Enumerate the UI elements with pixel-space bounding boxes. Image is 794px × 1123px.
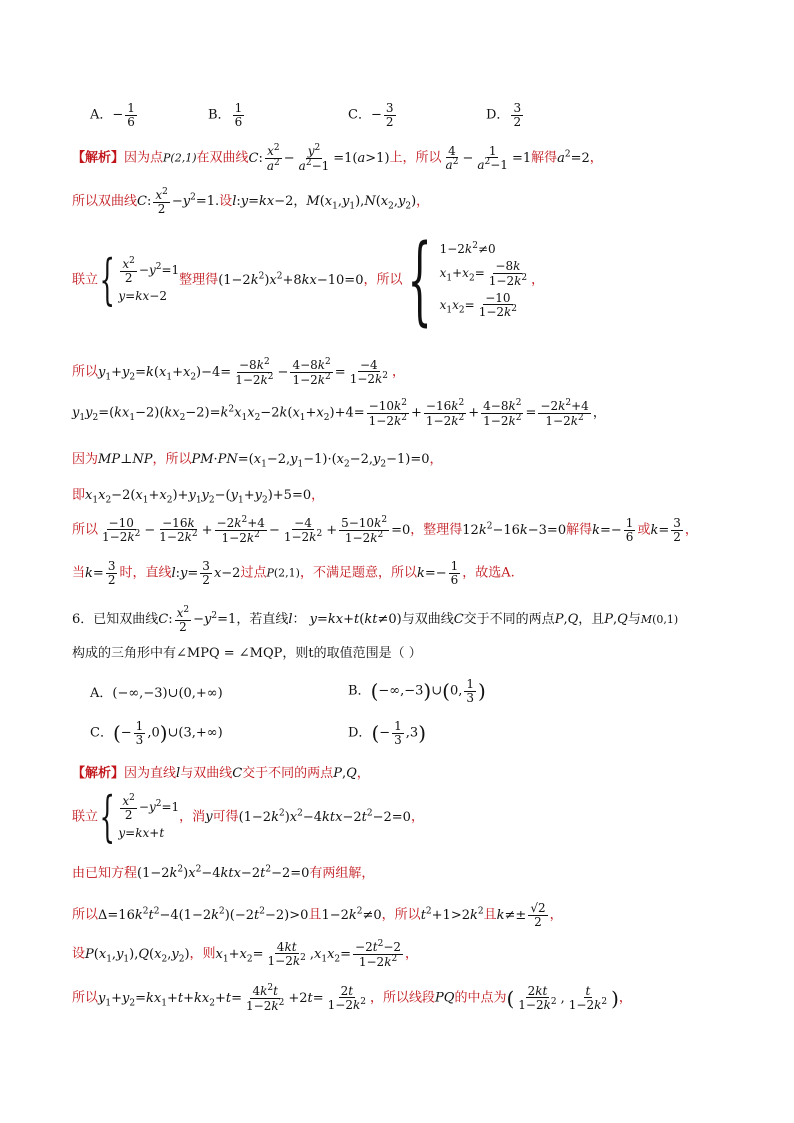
- q6-solution-line5: 设$P(x_1,y_1),Q(x_2,y_2)$，则$x_1+x_2=$ $\frac{4kt}{1-2k^2}$ $,x_1x_2=$ $\frac{-2t^2-2}{1-2k^2}$ ，: [72, 939, 419, 969]
- q5-solution-line4: 所以$y_1+y_2=k(x_1+x_2)-4=$ $\frac{-8k^2}{1-2k^2}$ − $\frac{4-8k^2}{1-2k^2}$ = $\frac{-4}{1-2k^2}$ ，: [72, 357, 406, 387]
- q5-option-b: B． $\frac{1}{6}$: [208, 101, 243, 129]
- q6-stem-line1: 6．已知双曲线C: $\frac{x^2}{2}$ $-y^2=1$，若直线l： y=kx+t(kt≠0)与双曲线C交于不同的两点P,Q，且P,Q与M(0,1): [72, 605, 679, 634]
- q5-solution-line2: 所以双曲线C: $\frac{x^2}{2}$ $-y^2=1$.设l:y=kx−2，$M(x_1,y_1),N(x_2,y_2)$，: [72, 187, 430, 216]
- q5-option-c: C．− $\frac{3}{2}$: [348, 101, 394, 129]
- q5-solution-line5: $y_1y_2=(kx_1-2)(kx_2-2)=k^2x_1x_2-2k(x_1+x_2)+4=$ $\frac{-10k^2}{1-2k^2}$ + $\frac{-16k^2}{1-2k^2}$ + $\frac{4-8k^2}{1-2k^2}$ = $\frac{-2k^2+4}{1-2k^2}$ ，: [72, 398, 606, 428]
- q6-solution-line1: 【解析】因为直线l与双曲线C交于不同的两点P,Q，: [72, 766, 370, 781]
- q5-option-a: A．− $\frac{1}{6}$: [90, 101, 135, 129]
- q6-option-a: A．(−∞,−3)∪(0,+∞): [90, 686, 223, 701]
- q5-solution-line9: 当k= $\frac{3}{2}$ 时，直线l:y= $\frac{3}{2}$ x−2过点P(2,1)，不满足题意，所以k=− $\frac{1}{6}$ ，故选A.: [72, 559, 515, 587]
- q5-solution-line3: 联立 { $\frac{x^2}{2}$ $-y^2=1$ y=kx−2 整理得$(1-2k^2)x^2+8kx-10=0$，所以 { $1-2k^2\ne 0$ $x_1+x_2=$ $\frac{-8k}{1-2k^2}$ $x_1x_2=$ $\frac{-10}{1-2k^2}$ ，: [72, 224, 545, 336]
- q5-solution-line1: 【解析】因为点P(2,1)在双曲线C: $\frac{x^2}{a^2}$ − $\frac{y^2}{a^2-1}$ =1(a>1)上，所以 $\frac{4}{a^2}$ − $\frac{1}{a^2-1}$ =1解得$a^2=2$，: [72, 143, 603, 173]
- q5-solution-line6: 因为MP⊥NP，所以$PM\cdot PN=(x_1-2,y_1-1)\cdot(x_2-2,y_2-1)=0$，: [72, 452, 443, 470]
- q6-stem-line2: 构成的三角形中有∠MPQ = ∠MQP，则t的取值范围是（ ）: [72, 646, 422, 661]
- q5-solution-line8: 所以 $\frac{-10}{1-2k^2}$ − $\frac{-16k}{1-2k^2}$ + $\frac{-2k^2+4}{1-2k^2}$ − $\frac{-4}{1-2k^2}$ + $\frac{5-10k^2}{1-2k^2}$ =0，整理得$12k^2-16k-3=0$解得k=− $\frac{1}{6}$ 或k= $\frac{3}{2}$ ，: [72, 515, 698, 545]
- q6-option-b: B．(−∞,−3)∪(0, $\frac{1}{3}$ ): [348, 677, 486, 705]
- q6-solution-line3: 由已知方程$(1-2k^2)x^2-4ktx-2t^2-2=0$有两组解，: [72, 864, 375, 881]
- q6-solution-line6: 所以$y_1+y_2=kx_1+t+kx_2+t=$ $\frac{4k^2t}{1-2k^2}$ +2t= $\frac{2t}{1-2k^2}$ ，所以线段PQ的中点为( $\frac{2kt}{1-2k^2}$ , $\frac{t}{1-2k^2}$ )，: [72, 983, 632, 1013]
- q6-option-c: C．(− $\frac{1}{3}$ ,0)∪(3,+∞): [90, 719, 223, 747]
- q5-option-d: D． $\frac{3}{2}$: [486, 101, 522, 129]
- q6-solution-line4: 所以$\Delta=16k^2t^2-4(1-2k^2)(-2t^2-2)>0$且$1-2k^2\ne 0$，所以$t^2+1>2k^2$且k≠± $\frac{√2}{2}$ ，: [72, 901, 563, 929]
- q6-option-d: D．(− $\frac{1}{3}$ ,3): [348, 719, 427, 747]
- q6-solution-line2: 联立 { $\frac{x^2}{2}$ $-y^2=1$ y=kx+t ，消y可得$(1-2k^2)x^2-4ktx-2t^2-2=0$，: [72, 785, 424, 848]
- q5-solution-line7: 即$x_1x_2-2(x_1+x_2)+y_1y_2-(y_1+y_2)+5=0$，: [72, 488, 325, 506]
